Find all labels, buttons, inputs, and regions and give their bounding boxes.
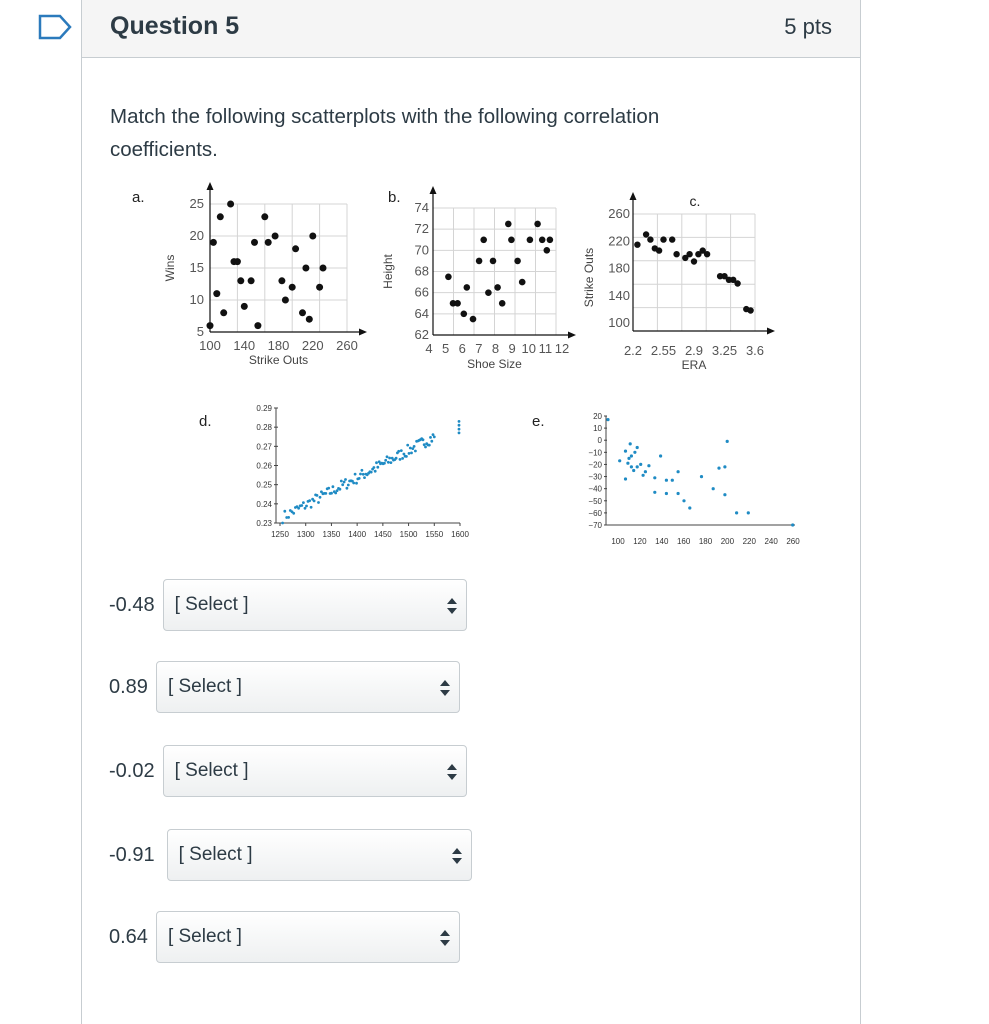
plot-d-point xyxy=(341,483,344,486)
plot-d-point xyxy=(413,445,416,448)
plot-b-x-arrow xyxy=(568,332,576,339)
plot-d-point xyxy=(428,444,431,447)
plot-d-point xyxy=(304,507,307,510)
plot-d-point xyxy=(387,461,390,464)
plot-b-xtick: 10 xyxy=(521,341,536,356)
plot-b-xtick: 12 xyxy=(554,341,570,356)
select-arrows-icon xyxy=(447,598,457,614)
plot-a-ytick: 25 xyxy=(189,196,204,211)
plot-a-ylabel: Wins xyxy=(163,254,177,282)
plot-e-point xyxy=(726,440,729,443)
plot-d-point xyxy=(317,501,320,504)
plot-a-point xyxy=(282,297,289,304)
plot-d-point xyxy=(359,473,362,476)
plot-a-point xyxy=(299,309,306,316)
answer-row xyxy=(109,910,460,964)
plot-d-point xyxy=(374,470,377,473)
plot-d-xtick: 1600 xyxy=(451,530,469,539)
answer-row xyxy=(109,744,467,798)
plot-d-xtick: 1400 xyxy=(348,530,367,539)
plot-e-xtick: 180 xyxy=(698,537,713,546)
plot-a-xtick: 220 xyxy=(301,338,324,353)
plot-c-ytick: 220 xyxy=(608,233,630,249)
plot-e-point xyxy=(791,523,794,526)
plot-d-xtick: 1450 xyxy=(373,530,392,539)
plot-e-point xyxy=(632,469,635,472)
plot-a-x-arrow xyxy=(359,329,367,336)
plot-d-point xyxy=(358,477,361,480)
plot-d-point xyxy=(408,452,411,455)
bookmark-flag-icon[interactable] xyxy=(38,14,72,40)
plot-a-xlabel: Strike Outs xyxy=(248,353,309,367)
plot-d-ytick: 0.24 xyxy=(256,499,272,509)
plot-c-y-arrow xyxy=(630,192,637,200)
plot-d-point xyxy=(355,482,358,485)
plot-b-point xyxy=(505,221,512,228)
plot-e-ytick: −60 xyxy=(588,508,602,518)
plot-e-point xyxy=(630,465,633,468)
plot-c-ytick: 100 xyxy=(608,315,630,330)
plot-b-point xyxy=(476,258,483,265)
plot-e-point xyxy=(626,462,629,465)
plot-e-point xyxy=(633,451,636,454)
plot-a-point xyxy=(241,303,248,310)
plot-e-label: e. xyxy=(532,413,545,430)
plot-a-xtick: 100 xyxy=(199,338,221,353)
plot-b-point xyxy=(480,237,487,244)
plot-d-point xyxy=(405,455,408,458)
plot-a-point xyxy=(251,239,258,246)
plot-b-point xyxy=(499,300,506,307)
plot-e-ytick: −30 xyxy=(588,472,602,482)
plot-d-point xyxy=(430,440,433,443)
plot-c-ytick: 180 xyxy=(608,260,630,276)
plot-c-ylabel: Strike Outs xyxy=(582,247,596,308)
plot-e-point xyxy=(665,479,668,482)
plot-e-xtick: 260 xyxy=(786,537,800,546)
plot-c-xtick: 2.9 xyxy=(684,343,704,358)
plot-e-ytick: −20 xyxy=(588,460,602,470)
plot-b-ylabel: Height xyxy=(381,254,395,289)
plot-e-point xyxy=(653,491,656,494)
plot-d-point xyxy=(433,436,436,439)
plot-d-point xyxy=(310,506,313,509)
plot-b-point xyxy=(461,311,468,318)
plot-d-point xyxy=(384,459,387,462)
plot-b-point xyxy=(464,284,471,291)
plot-d-point xyxy=(390,461,393,464)
plot-d-point xyxy=(414,450,417,453)
plot-e-ytick: −70 xyxy=(588,521,602,530)
plot-a-point xyxy=(309,233,316,240)
plot-a-point xyxy=(316,284,323,291)
plot-b-point xyxy=(445,274,452,281)
plot-b-point xyxy=(519,279,526,286)
plot-a-point xyxy=(227,201,234,208)
plot-e-point xyxy=(630,454,633,457)
answer-row xyxy=(109,828,472,882)
plot-c-xtick: 2.2 xyxy=(623,343,643,358)
plot-d-point xyxy=(324,492,327,495)
plot-c-point xyxy=(673,251,679,257)
plot-d-point xyxy=(395,457,398,460)
plot-d-label: d. xyxy=(199,413,212,430)
plot-b-ytick: 64 xyxy=(414,305,429,321)
plot-a-y-arrow xyxy=(207,182,214,190)
plot-c-point xyxy=(647,236,653,242)
plot-a-point xyxy=(320,265,327,272)
plot-d-point xyxy=(429,436,432,439)
select-value: [ Select ] xyxy=(167,926,242,947)
coefficient-label: 0.89 xyxy=(109,675,148,698)
plot-d-point xyxy=(422,438,425,441)
plot-d-point xyxy=(458,420,461,423)
plot-d-point xyxy=(332,485,335,488)
select-value: [ Select ] xyxy=(174,760,249,781)
plot-d-point xyxy=(287,516,290,519)
plot-e-point xyxy=(717,467,720,470)
plot-c-xtick: 3.6 xyxy=(745,343,765,358)
plot-b-xtick: 7 xyxy=(475,341,483,356)
plot-a-point xyxy=(234,258,241,265)
plot-e-point xyxy=(688,506,691,509)
plot-e-point xyxy=(723,465,726,468)
plot-e-point xyxy=(627,457,630,460)
plot-a-point xyxy=(248,277,255,284)
plot-e-point xyxy=(636,465,639,468)
plot-d-point xyxy=(397,450,400,453)
plot-d-point xyxy=(330,492,333,495)
plot-c-x-arrow xyxy=(767,328,775,335)
select-arrows-icon xyxy=(447,764,457,780)
plot-e-point xyxy=(624,450,627,453)
plot-d-point xyxy=(352,482,355,485)
plot-e-point xyxy=(665,492,668,495)
plot-d-point xyxy=(376,466,379,469)
plot-d-point xyxy=(313,500,316,503)
plot-c-point xyxy=(686,251,692,257)
plot-d-ytick: 0.29 xyxy=(256,404,272,413)
plot-d-point xyxy=(458,424,461,427)
plot-d-point xyxy=(344,478,347,481)
coefficient-label: -0.02 xyxy=(109,759,155,782)
plot-e-point xyxy=(700,475,703,478)
plot-a-xtick: 180 xyxy=(267,338,290,353)
plot-b-point xyxy=(534,221,541,228)
plot-d-point xyxy=(375,461,378,464)
plot-d-xtick: 1300 xyxy=(296,530,315,539)
plot-b-point xyxy=(470,316,477,323)
plot-e-xtick: 200 xyxy=(720,537,735,546)
answer-select[interactable] xyxy=(163,579,467,631)
plot-b-point xyxy=(514,258,521,265)
plot-e-xtick: 140 xyxy=(655,537,669,546)
plot-e-point xyxy=(642,474,645,477)
plot-d-point xyxy=(370,471,373,474)
plot-a-ytick: 5 xyxy=(196,324,204,339)
select-value: [ Select ] xyxy=(174,594,249,615)
plot-a-xtick: 260 xyxy=(336,338,358,353)
plot-b-point xyxy=(547,237,554,244)
answer-row xyxy=(109,660,460,714)
plot-b-ytick: 70 xyxy=(414,242,429,258)
plot-d-point xyxy=(347,484,350,487)
plot-b-xlabel: Shoe Size xyxy=(467,357,522,371)
plot-b-xtick: 5 xyxy=(442,341,450,356)
plot-b-ytick: 66 xyxy=(414,284,429,300)
plot-a-point xyxy=(261,213,268,220)
plot-d-point xyxy=(362,473,365,476)
plot-d-point xyxy=(281,522,284,525)
plot-d-point xyxy=(316,494,319,497)
coefficient-label: -0.48 xyxy=(109,593,155,616)
plot-e-point xyxy=(723,493,726,496)
plot-e-point xyxy=(629,442,632,445)
answer-row xyxy=(109,578,467,632)
plot-a-point xyxy=(207,322,214,329)
plot-d-point xyxy=(373,466,376,469)
plot-c-point xyxy=(747,307,753,313)
plot-a-ytick: 20 xyxy=(189,228,204,243)
plot-a-point xyxy=(272,233,279,240)
plot-a-point xyxy=(237,277,244,284)
plot-e-xtick: 100 xyxy=(611,537,625,546)
answer-select[interactable] xyxy=(156,911,460,963)
plot-c-ytick: 260 xyxy=(608,206,630,221)
plot-e-point xyxy=(636,446,639,449)
plot-d-point xyxy=(343,481,346,484)
plot-b-xtick: 4 xyxy=(425,341,433,356)
plot-b-ytick: 68 xyxy=(414,263,429,279)
plot-e-point xyxy=(606,418,609,421)
plot-c-point xyxy=(691,258,697,264)
select-arrows-icon xyxy=(440,680,450,696)
plot-d-ytick: 0.27 xyxy=(256,442,272,452)
plot-d-point xyxy=(458,428,461,431)
plot-e-xtick: 240 xyxy=(764,537,778,546)
plot-d-point xyxy=(458,432,461,435)
plot-e-point xyxy=(639,463,642,466)
plot-c-point xyxy=(643,231,649,237)
plot-e-point xyxy=(644,470,647,473)
plot-c-point xyxy=(660,236,666,242)
plot-d-point xyxy=(334,492,337,495)
plot-e-xtick: 120 xyxy=(633,537,647,546)
plot-d-point xyxy=(300,504,303,507)
plot-d-point xyxy=(346,487,349,490)
select-arrows-icon xyxy=(452,848,462,864)
plot-c-xlabel: ERA xyxy=(681,358,707,372)
plot-b-point xyxy=(485,289,492,296)
answer-select[interactable] xyxy=(163,745,467,797)
plot-e-point xyxy=(712,487,715,490)
plot-b-ytick: 62 xyxy=(414,327,429,342)
plot-d-point xyxy=(406,444,409,447)
plot-a-label: a. xyxy=(132,189,145,206)
plot-d-ytick: 0.26 xyxy=(256,461,272,471)
plot-a-point xyxy=(292,245,299,252)
plot-e-point xyxy=(677,470,680,473)
plot-b-xtick: 11 xyxy=(538,341,553,356)
plot-b-ytick: 72 xyxy=(414,221,429,237)
plot-a-ytick: 15 xyxy=(189,260,204,275)
plot-e-xtick: 160 xyxy=(676,537,691,546)
plot-c-xtick: 3.25 xyxy=(711,343,738,358)
plot-e-point xyxy=(618,459,621,462)
plot-e-point xyxy=(682,499,685,502)
plot-a-point xyxy=(254,322,261,329)
question-points: 5 pts xyxy=(784,14,832,39)
plot-d-xtick: 1550 xyxy=(425,530,444,539)
scatterplots-svg xyxy=(90,180,810,560)
coefficient-label: 0.64 xyxy=(109,925,148,948)
plot-a-point xyxy=(210,239,217,246)
plot-d-xtick: 1500 xyxy=(399,530,418,539)
question-text: Match the following scatterplots with the following correlation coefficients. xyxy=(110,105,660,161)
plot-e-xtick: 220 xyxy=(742,537,756,546)
plot-b-xtick: 6 xyxy=(458,341,466,356)
plot-e-point xyxy=(671,479,674,482)
plot-d-point xyxy=(401,457,404,460)
plot-a-point xyxy=(306,316,313,323)
plot-d-point xyxy=(283,510,286,513)
plot-d-point xyxy=(383,462,386,465)
question-title: Question 5 xyxy=(110,12,240,40)
plot-c-point xyxy=(704,251,710,257)
plot-a-point xyxy=(278,277,285,284)
plot-e-point xyxy=(647,464,650,467)
plot-d-point xyxy=(327,487,330,490)
plot-d-ytick: 0.25 xyxy=(256,480,272,490)
plot-b-point xyxy=(508,237,515,244)
plot-b-ytick: 74 xyxy=(414,200,429,215)
plot-a-point xyxy=(217,213,224,220)
plot-c-label: c. xyxy=(689,193,701,209)
plot-e-ytick: 20 xyxy=(593,412,602,421)
plot-e-point xyxy=(747,511,750,514)
plot-e-point xyxy=(677,492,680,495)
plot-d-ytick: 0.28 xyxy=(256,423,272,433)
plot-d-point xyxy=(308,499,311,502)
plot-b-point xyxy=(490,258,497,265)
plot-d-point xyxy=(302,501,305,504)
scatterplots-figure xyxy=(90,180,810,560)
plot-a-ytick: 10 xyxy=(189,292,204,307)
plot-d-point xyxy=(399,458,402,461)
plot-e-ytick: −50 xyxy=(588,496,602,506)
plot-d-ytick: 0.23 xyxy=(256,519,272,528)
plot-d-point xyxy=(354,473,357,476)
plot-c-point xyxy=(734,280,740,286)
plot-c-point xyxy=(656,247,662,253)
select-value: [ Select ] xyxy=(167,676,242,697)
plot-d-xtick: 1350 xyxy=(322,530,341,539)
plot-d-point xyxy=(305,505,308,508)
plot-b-point xyxy=(494,284,501,291)
plot-d-point xyxy=(297,507,300,510)
plot-a-point xyxy=(302,265,309,272)
plot-e-ytick: −10 xyxy=(588,448,602,458)
plot-d-point xyxy=(361,469,364,472)
plot-d-point xyxy=(363,476,366,479)
select-arrows-icon xyxy=(440,930,450,946)
plot-e-point xyxy=(653,476,656,479)
plot-d-point xyxy=(409,447,412,450)
plot-d-point xyxy=(424,446,427,449)
plot-d-point xyxy=(319,496,322,499)
plot-c-point xyxy=(634,242,640,248)
question-header xyxy=(82,0,860,58)
plot-e-ytick: 10 xyxy=(593,424,602,434)
plot-c-point xyxy=(669,236,675,242)
answer-select[interactable] xyxy=(156,661,460,713)
plot-b-point xyxy=(527,237,534,244)
plot-d-point xyxy=(292,512,295,515)
plot-a-point xyxy=(265,239,272,246)
plot-a-xtick: 140 xyxy=(233,338,256,353)
plot-d-point xyxy=(400,449,403,452)
plot-c-xtick: 2.55 xyxy=(650,343,677,358)
plot-d-xtick: 1250 xyxy=(271,530,289,539)
plot-b-xtick: 8 xyxy=(491,341,500,356)
plot-e-ytick: 0 xyxy=(597,436,602,446)
plot-b-point xyxy=(544,247,551,254)
answer-select[interactable] xyxy=(167,829,472,881)
plot-a-point xyxy=(220,309,227,316)
plot-d-point xyxy=(388,457,391,460)
plot-d-point xyxy=(410,452,413,455)
plot-b-label: b. xyxy=(388,189,401,206)
plot-e-point xyxy=(624,477,627,480)
plot-e-point xyxy=(735,511,738,514)
coefficient-label: -0.91 xyxy=(109,843,155,866)
plot-d-point xyxy=(339,488,342,491)
plot-b-y-arrow xyxy=(430,186,437,194)
plot-b-xtick: 9 xyxy=(508,341,516,356)
plot-e-ytick: −40 xyxy=(588,484,602,494)
plot-d-point xyxy=(386,455,389,458)
plot-b-point xyxy=(454,300,461,307)
plot-e-point xyxy=(659,454,662,457)
plot-a-point xyxy=(289,284,296,291)
select-value: [ Select ] xyxy=(178,844,253,865)
plot-b-point xyxy=(539,237,546,244)
plot-a-point xyxy=(213,290,220,297)
plot-d-point xyxy=(340,480,343,483)
plot-c-ytick: 140 xyxy=(608,287,630,303)
